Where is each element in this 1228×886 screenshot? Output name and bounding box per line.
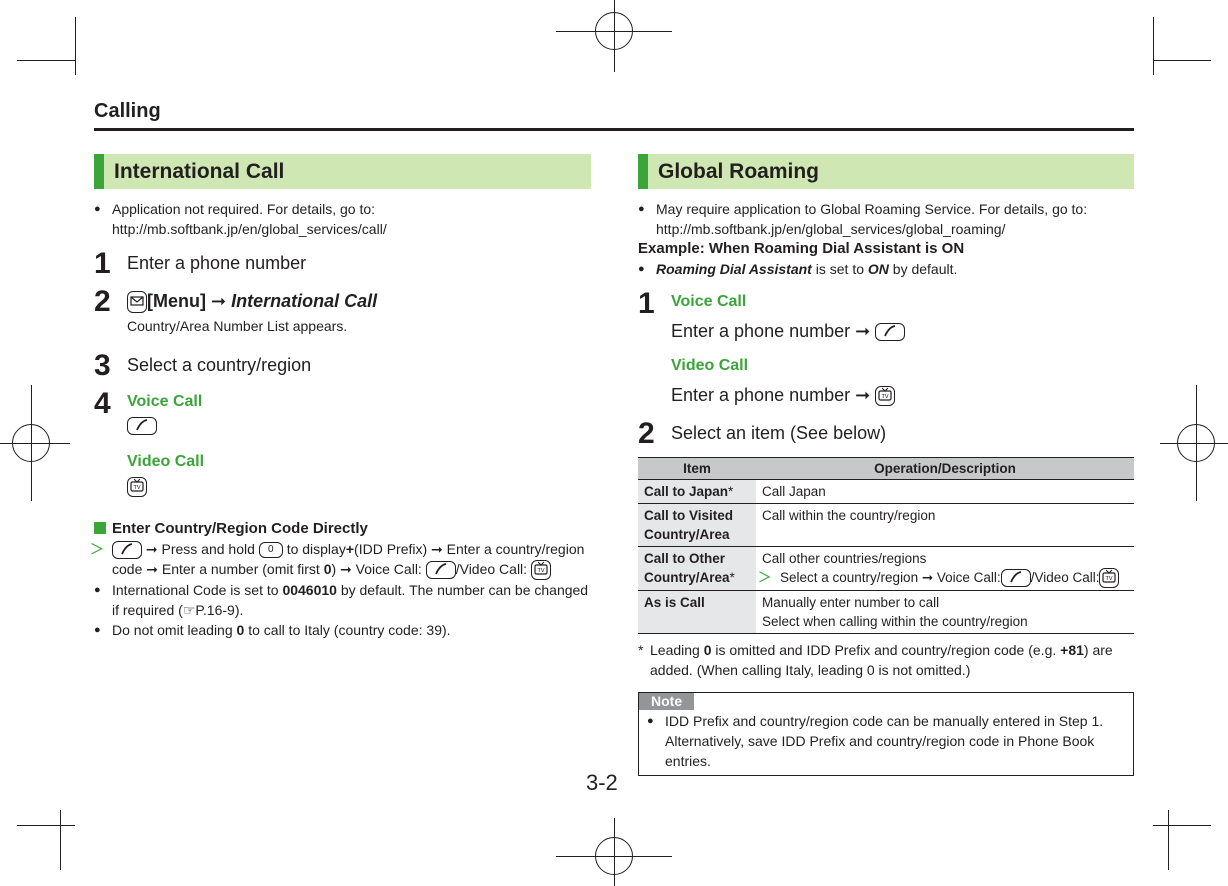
svg-text:TV: TV xyxy=(537,568,545,575)
item-name: Call to Visited Country/Area xyxy=(638,504,756,547)
global-roaming-section xyxy=(638,154,1134,776)
mail-key-icon xyxy=(127,291,147,313)
note-box xyxy=(638,692,1134,776)
table-header-row xyxy=(638,458,1134,480)
section-title: Global Roaming xyxy=(638,154,1134,189)
op-text: ) ➞ Voice Call: xyxy=(331,560,422,577)
heading-text: Enter Country/Region Code Directly xyxy=(112,519,368,537)
bullet-item: ● Do not omit leading 0 to call to Italy (country code: 39). xyxy=(94,620,591,640)
table-row xyxy=(638,591,1134,634)
step-number: 2 xyxy=(638,417,655,450)
page-title: Calling xyxy=(94,100,161,122)
item-description: Select when calling within the country/region xyxy=(762,614,1028,630)
roaming-options-table xyxy=(638,457,1134,634)
op-text: to display xyxy=(286,540,346,557)
example-heading: Example: When Roaming Dial Assistant is ON xyxy=(638,240,965,257)
url-text: http://mb.softbank.jp/en/global_services/global_roaming/ xyxy=(656,221,1006,237)
code-value: 0046010 xyxy=(282,582,337,599)
op-text: ➞ Press and hold xyxy=(145,540,255,557)
voice-call-label: Voice Call xyxy=(127,393,203,410)
asterisk: * xyxy=(729,570,735,585)
tv-key-icon xyxy=(1099,568,1119,588)
bullet-item: ● IDD Prefix and country/region code can be manually entered in Step 1. Alternatively, save IDD Prefix and country/region code in Phone Book entries. xyxy=(647,711,1125,771)
hand-pointer-icon: ☞ xyxy=(182,602,196,619)
step-1 xyxy=(94,247,591,280)
step-number: 1 xyxy=(94,247,111,280)
note-tab: Note xyxy=(639,693,694,710)
step-2 xyxy=(94,287,591,337)
call-key-icon xyxy=(112,541,142,559)
arrow-icon: ➞ xyxy=(211,291,227,311)
tv-key-icon xyxy=(127,477,147,497)
call-key-icon xyxy=(426,561,456,579)
bullet-item: ● May require application to Global Roaming Service. For details, go to: xyxy=(638,199,1134,219)
operation-line xyxy=(94,539,591,581)
page-reference: P.16-9). xyxy=(195,602,244,619)
table-row xyxy=(638,480,1134,504)
operation-line: ＞ Select a country/region ➞ Voice Call: /Video Call: TV xyxy=(762,568,1128,588)
url-text: http://mb.softbank.jp/en/global_services/call/ xyxy=(112,221,387,237)
step-note: Country/Area Number List appears. xyxy=(127,318,348,334)
direct-code-heading xyxy=(94,519,591,539)
voice-call-label: Voice Call xyxy=(671,293,747,310)
item-name: Call to Japan xyxy=(644,484,729,499)
op-text: /Video Call: xyxy=(455,560,528,577)
call-key-icon xyxy=(875,323,905,341)
bold-zero: 0 xyxy=(323,560,332,577)
op-text: (IDD Prefix) ➞ Enter a country/region code ➞ Enter a number (omit first xyxy=(112,540,585,577)
step-number: 4 xyxy=(94,387,111,420)
step-3 xyxy=(94,349,591,382)
step-2 xyxy=(638,417,1134,450)
step-text: Select an item (See below) xyxy=(671,423,887,443)
asterisk: * xyxy=(728,484,734,499)
item-name: Call to Other Country/Area xyxy=(644,551,730,585)
tv-key-icon xyxy=(875,386,895,406)
step-number: 2 xyxy=(94,285,111,318)
action-label: International Call xyxy=(231,291,378,311)
page-number: 3-2 xyxy=(586,770,618,795)
international-call-section xyxy=(94,154,591,640)
bullet-item: ● International Code is set to 0046010 by default. The number can be changed if required (☞P.16-9). xyxy=(94,580,591,620)
header-divider xyxy=(94,128,1134,131)
svg-text:TV: TV xyxy=(133,484,141,491)
item-description: Manually enter number to call xyxy=(762,595,940,611)
section-title: International Call xyxy=(94,154,591,189)
step-1 xyxy=(638,289,1134,409)
setting-value: ON xyxy=(867,261,889,277)
step-text: Enter a phone number ➞ xyxy=(671,317,1134,345)
item-name: As is Call xyxy=(638,591,756,634)
step-text: Select a country/region xyxy=(127,355,312,375)
step-number: 3 xyxy=(94,349,111,382)
video-call-label: Video Call xyxy=(671,357,749,374)
video-call-label: Video Call xyxy=(127,453,205,471)
step-text: Enter a phone number ➞ TV xyxy=(671,381,1134,409)
zero-key-icon: 0 xyxy=(259,542,283,558)
setting-name: Roaming Dial Assistant xyxy=(656,261,812,277)
tv-key-icon xyxy=(531,560,551,580)
step-text: Enter a phone number xyxy=(127,253,307,273)
bullet-item: ● Roaming Dial Assistant is set to ON by default. xyxy=(638,259,1134,279)
menu-label: [Menu] xyxy=(147,291,206,311)
item-description: Call Japan xyxy=(756,480,1134,504)
step-4 xyxy=(94,389,591,497)
call-key-icon xyxy=(1001,569,1031,587)
table-row xyxy=(638,504,1134,547)
column-header: Operation/Description xyxy=(756,458,1134,480)
svg-text:TV: TV xyxy=(881,394,889,401)
plus-symbol: + xyxy=(345,540,355,557)
table-row xyxy=(638,547,1134,591)
item-description: Call other countries/regions xyxy=(762,551,927,566)
item-description: Call within the country/region xyxy=(756,504,1134,547)
step-number: 1 xyxy=(638,287,655,320)
bullet-item xyxy=(94,199,591,219)
svg-text:TV: TV xyxy=(1105,576,1113,583)
bullet-text: Application not required. For details, go to: xyxy=(112,201,376,217)
column-header: Item xyxy=(638,458,756,480)
footnote: * Leading 0 is omitted and IDD Prefix and country/region code (e.g. +81) are added. (When calling Italy, leading 0 is not omitted.) xyxy=(638,640,1134,680)
call-key-icon xyxy=(127,417,157,435)
